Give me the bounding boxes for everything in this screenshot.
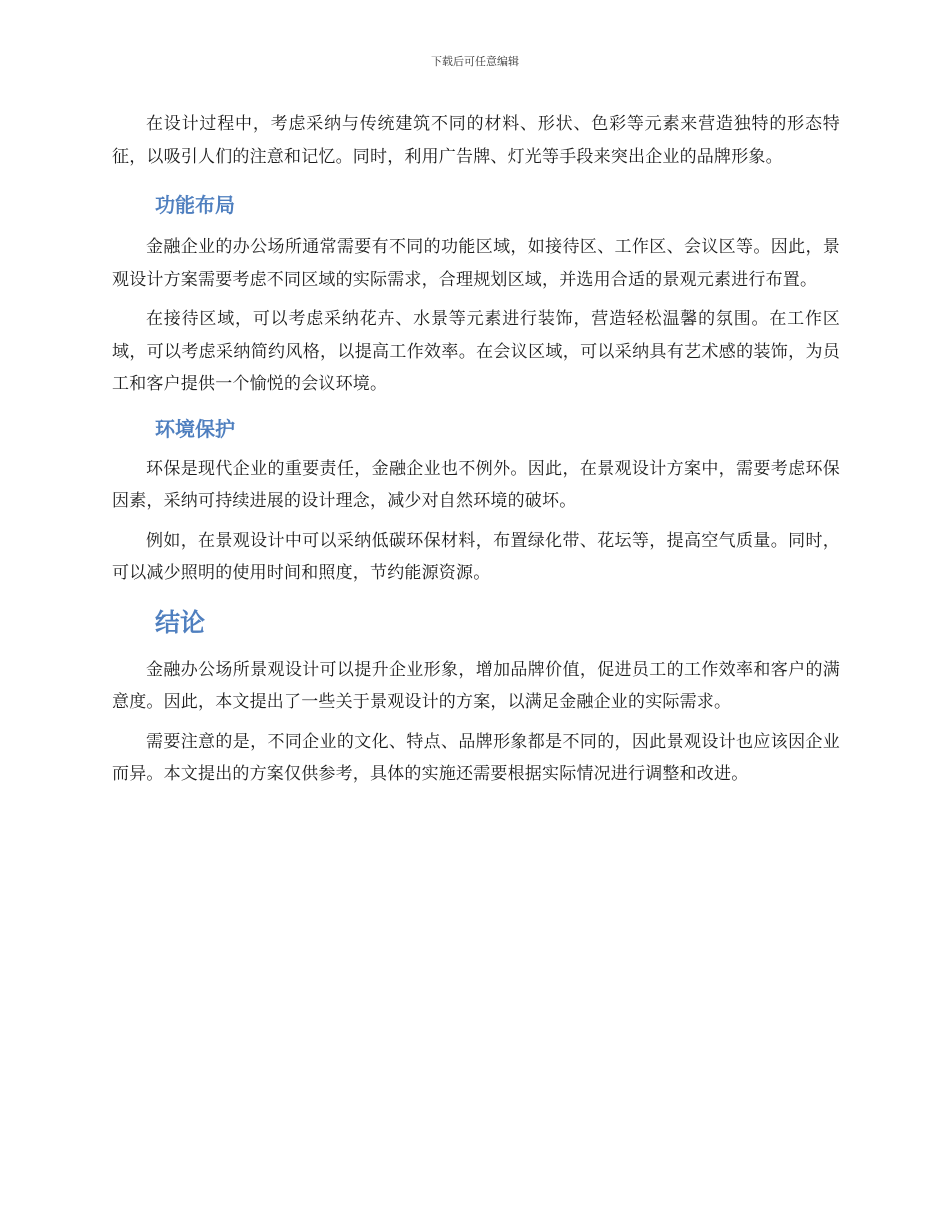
page-header: 下载后可任意编辑: [431, 55, 519, 68]
document-body: [112, 108, 840, 791]
section-heading-layout: 功能布局: [155, 193, 235, 217]
conclusion-paragraph-2: 需要注意的是，不同企业的文化、特点、品牌形象都是不同的，因此景观设计也应该因企业而异。本文提出的方案仅供参考，具体的实施还需要根据实际情况进行调整和改进。: [112, 731, 840, 784]
layout-paragraph-1: 金融企业的办公场所通常需要有不同的功能区域，如接待区、工作区、会议区等。因此，景观设计方案需要考虑不同区域的实际需求，合理规划区域，并选用合适的景观元素进行布置。: [112, 237, 840, 290]
intro-paragraph-1: 在设计过程中，考虑采纳与传统建筑不同的材料、形状、色彩等元素来营造独特的形态特征，以吸引人们的注意和记忆。同时，利用广告牌、灯光等手段来突出企业的品牌形象。: [112, 114, 840, 167]
environment-paragraph-1: 环保是现代企业的重要责任，金融企业也不例外。因此，在景观设计方案中，需要考虑环保因素，采纳可持续进展的设计理念，减少对自然环境的破坏。: [112, 458, 840, 511]
environment-paragraph-2: 例如，在景观设计中可以采纳低碳环保材料，布置绿化带、花坛等，提高空气质量。同时，可以减少照明的使用时间和照度，节约能源资源。: [112, 530, 840, 583]
conclusion-paragraph-1: 金融办公场所景观设计可以提升企业形象，增加品牌价值，促进员工的工作效率和客户的满意度。因此，本文提出了一些关于景观设计的方案，以满足金融企业的实际需求。: [112, 659, 840, 712]
layout-paragraph-2: 在接待区域，可以考虑采纳花卉、水景等元素进行装饰，营造轻松温馨的氛围。在工作区域，可以考虑采纳简约风格，以提高工作效率。在会议区域，可以采纳具有艺术感的装饰，为员工和客户提供一个愉悦的会议环境。: [112, 309, 840, 394]
section-heading-environment: 环境保护: [155, 416, 235, 441]
section-heading-conclusion: 结论: [155, 607, 206, 637]
